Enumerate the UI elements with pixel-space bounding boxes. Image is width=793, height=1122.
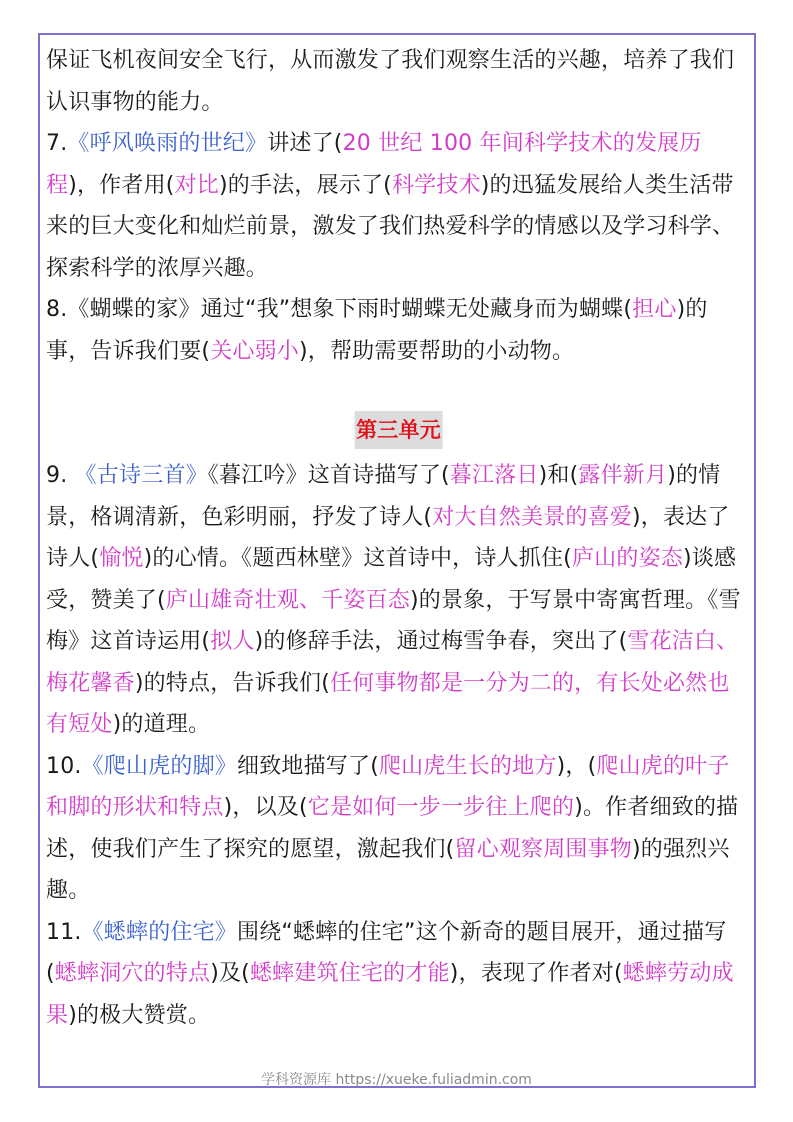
answer: 担心 (632, 297, 677, 322)
lesson-title: 《古诗三首》 (74, 463, 208, 488)
text: 细致地描写了( (237, 753, 379, 779)
lesson-title: 《蟋蟀的住宅》 (81, 919, 237, 945)
answer: 庐山的姿态 (571, 546, 683, 571)
answer: 蟋蟀建筑住宅的才能 (249, 961, 450, 986)
answer: 露伴新月 (578, 463, 668, 488)
text: )的修辞手法，通过梅雪争春，突出了( (254, 629, 628, 654)
paragraph-item-11 (46, 912, 751, 1037)
text: 《暮江吟》这首诗描写了( (207, 463, 450, 488)
paragraph-item-9 (46, 455, 751, 746)
text: )的极大赞赏。 (68, 1002, 211, 1028)
lesson-title: 《爬山虎的脚》 (81, 753, 237, 779)
lesson-title: 《呼风唤雨的世纪》 (67, 131, 268, 156)
text: )，作者用( (68, 172, 175, 198)
text: 围绕“蟋蟀的住宅”这个新奇的题目展开，通过描写( (46, 919, 727, 986)
answer: 拟人 (210, 629, 255, 654)
text: )及( (210, 961, 250, 986)
answer: 对比 (174, 172, 219, 198)
text: )的特点，告诉我们( (134, 670, 330, 696)
paragraph-item-6-tail (46, 40, 751, 123)
item-number: 7. (46, 131, 68, 156)
text: )。作者细致的描述，使我们产生了探究的愿望，激起我们( (46, 795, 739, 862)
text: )的心情。《题西林壁》这首诗中，诗人抓住( (143, 546, 572, 571)
answer: 暮江落日 (449, 463, 539, 488)
answer: 爬山虎生长的地方 (378, 753, 557, 779)
text: )的景象，于写景中寄寓哲理。《雪梅》这首诗运用( (46, 587, 741, 654)
text: )的迅猛发展给人类生活带来的巨大变化和灿烂前景，激发了我们热爱科学的情感以及学习科学、探索科学的浓厚兴趣。 (46, 172, 735, 281)
document-body (46, 40, 751, 1036)
paragraph-item-10 (46, 746, 751, 912)
answer: 关心弱小 (210, 338, 299, 364)
text: )，表现了作者对( (449, 961, 623, 986)
unit-heading-row (46, 372, 751, 455)
answer: 爬山虎的叶子和脚的形状和特点 (46, 753, 730, 820)
footer-watermark: 学科资源库 https://xueke.fuliadmin.com (261, 1072, 532, 1088)
text: 讲述了( (267, 131, 343, 156)
text: )谈感受，赞美了( (46, 546, 737, 613)
text: )的强烈兴趣。 (46, 836, 730, 903)
answer: 它是如何一步一步往上爬的 (307, 795, 575, 820)
answer: 科学技术 (391, 172, 481, 198)
text: 8.《蝴蝶的家》通过“我”想象下雨时蝴蝶无处藏身而为蝴蝶( (46, 297, 633, 322)
answer: 任何事物都是一分为二的，有长处必然也有短处 (46, 670, 730, 737)
item-number: 11. (46, 919, 82, 945)
answer: 庐山雄奇壮观、千姿百态 (165, 587, 410, 613)
unit-heading: 第三单元 (354, 411, 443, 449)
answer: 对大自然美景的喜爱 (432, 504, 632, 530)
answer: 蟋蟀劳动成果 (46, 961, 734, 1028)
paragraph-item-7 (46, 123, 751, 289)
answer: 留心观察周围事物 (454, 836, 632, 862)
text: )的手法，展示了( (218, 172, 392, 198)
text: )的事，告诉我们要( (46, 297, 708, 364)
paragraph-item-8 (46, 289, 751, 372)
text: 保证飞机夜间安全飞行，从而激发了我们观察生活的兴趣，培养了我们认识事物的能力。 (46, 48, 735, 115)
text: )的道理。 (112, 712, 211, 737)
answer: 蟋蟀洞穴的特点 (54, 961, 211, 986)
text: )和( (538, 463, 579, 488)
item-number: 9. (46, 463, 75, 488)
text: )的情景，格调清新，色彩明丽，抒发了诗人( (46, 463, 721, 530)
text: )，( (556, 753, 597, 779)
answer: 雪花洁白、梅花馨香 (46, 629, 739, 696)
text: )，以及( (223, 795, 308, 820)
answer: 20 世纪 100 年间科学技术的发展历程 (46, 131, 702, 198)
item-number: 10. (46, 753, 82, 779)
text: )，帮助需要帮助的小动物。 (299, 338, 575, 364)
answer: 愉悦 (99, 546, 144, 571)
text: )，表达了诗人( (46, 504, 730, 571)
